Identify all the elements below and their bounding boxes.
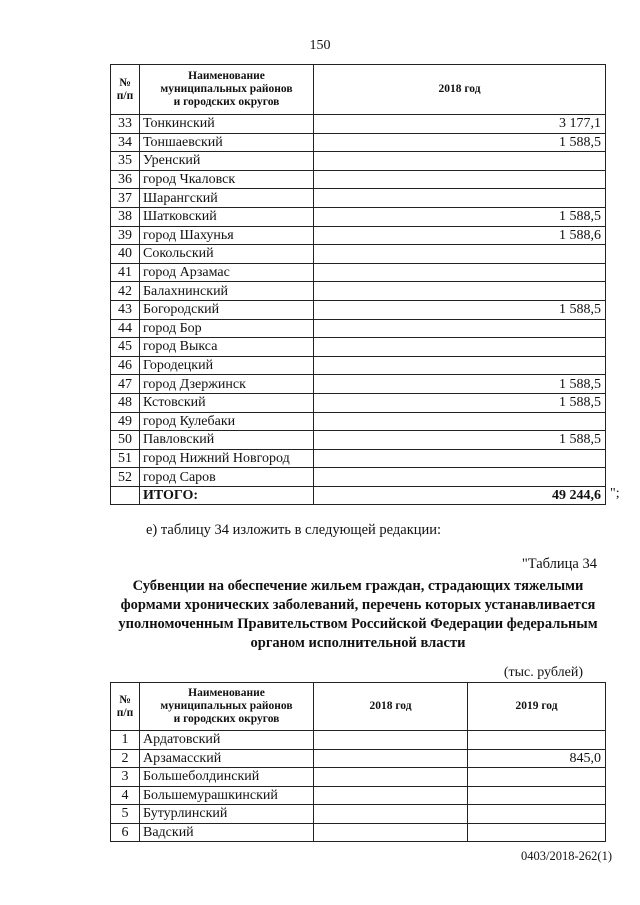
municipality-name: Городецкий [140, 356, 314, 375]
municipality-name: город Шахунья [140, 226, 314, 245]
table-row [111, 412, 606, 431]
municipality-name: город Нижний Новгород [140, 449, 314, 468]
table-row [111, 356, 606, 375]
municipality-name: город Чкаловск [140, 170, 314, 189]
header-year-2018: 2018 год [314, 683, 468, 731]
row-number: 43 [111, 300, 140, 319]
total-row [111, 486, 606, 505]
row-number: 41 [111, 263, 140, 282]
municipality-name: Большеболдинский [140, 768, 314, 787]
municipality-name: Балахнинский [140, 282, 314, 301]
municipality-name: Уренский [140, 152, 314, 171]
value-2018: 1 588,5 [314, 375, 606, 394]
closing-quote-mark: "; [610, 486, 620, 501]
total-value: 49 244,6 [314, 486, 606, 505]
page-number: 150 [309, 38, 331, 53]
row-number: 6 [111, 823, 140, 842]
row-number: 35 [111, 152, 140, 171]
municipality-name: город Бор [140, 319, 314, 338]
table-row [111, 152, 606, 171]
table-row [111, 338, 606, 357]
row-number: 52 [111, 468, 140, 487]
table-body [111, 115, 606, 505]
table-row [111, 282, 606, 301]
municipality-name: Ардатовский [140, 731, 314, 750]
row-number: 46 [111, 356, 140, 375]
value-2018 [314, 468, 606, 487]
row-number: 39 [111, 226, 140, 245]
value-2018 [314, 152, 606, 171]
table-row [111, 805, 606, 824]
header-name: Наименование муниципальных районов и городских округов [140, 65, 314, 115]
table-caption: "Таблица 34 [521, 556, 597, 572]
municipality-name: Павловский [140, 431, 314, 450]
table-header-row [111, 65, 606, 115]
total-label: ИТОГО: [140, 486, 314, 505]
municipality-name: город Выкса [140, 338, 314, 357]
value-2018: 1 588,5 [314, 133, 606, 152]
value-2019 [468, 786, 606, 805]
value-2018 [314, 805, 468, 824]
table-row [111, 319, 606, 338]
row-number: 48 [111, 393, 140, 412]
row-number: 37 [111, 189, 140, 208]
table-row [111, 170, 606, 189]
table-row [111, 189, 606, 208]
value-2018: 1 588,5 [314, 393, 606, 412]
value-2018 [314, 786, 468, 805]
municipality-name: Тонкинский [140, 115, 314, 134]
table-row [111, 823, 606, 842]
total-empty-cell [111, 486, 140, 505]
value-2018 [314, 170, 606, 189]
municipality-name: город Кулебаки [140, 412, 314, 431]
value-2018 [314, 823, 468, 842]
municipality-name: Шатковский [140, 207, 314, 226]
value-2019 [468, 768, 606, 787]
value-2018 [314, 338, 606, 357]
table-row [111, 768, 606, 787]
row-number: 45 [111, 338, 140, 357]
row-number: 40 [111, 245, 140, 264]
header-year-2018: 2018 год [314, 65, 606, 115]
header-num: № п/п [111, 683, 140, 731]
table-row [111, 786, 606, 805]
row-number: 44 [111, 319, 140, 338]
municipality-name: город Саров [140, 468, 314, 487]
table-row [111, 115, 606, 134]
value-2018: 1 588,5 [314, 300, 606, 319]
value-2019 [468, 805, 606, 824]
header-year-2019: 2019 год [468, 683, 606, 731]
value-2018: 1 588,5 [314, 431, 606, 450]
header-name: Наименование муниципальных районов и городских округов [140, 683, 314, 731]
value-2018 [314, 412, 606, 431]
row-number: 47 [111, 375, 140, 394]
table-row [111, 749, 606, 768]
municipality-name: Шарангский [140, 189, 314, 208]
value-2019 [468, 823, 606, 842]
municipality-name: Тоншаевский [140, 133, 314, 152]
row-number: 2 [111, 749, 140, 768]
table-row [111, 245, 606, 264]
municipality-name: Бутурлинский [140, 805, 314, 824]
value-2018 [314, 768, 468, 787]
table-row [111, 431, 606, 450]
municipality-name: Сокольский [140, 245, 314, 264]
value-2018: 1 588,6 [314, 226, 606, 245]
value-2018 [314, 319, 606, 338]
row-number: 38 [111, 207, 140, 226]
value-2018 [314, 245, 606, 264]
table-row [111, 226, 606, 245]
municipality-name: Кстовский [140, 393, 314, 412]
table-row [111, 207, 606, 226]
row-number: 51 [111, 449, 140, 468]
row-number: 33 [111, 115, 140, 134]
table-row [111, 731, 606, 750]
municipality-name: Большемурашкинский [140, 786, 314, 805]
value-2019: 845,0 [468, 749, 606, 768]
table-header-row [111, 683, 606, 731]
subsidy-table-34 [110, 682, 606, 842]
value-2018 [314, 749, 468, 768]
instruction-text: е) таблицу 34 изложить в следующей редакции: [146, 522, 442, 538]
units-label: (тыс. рублей) [503, 665, 583, 680]
table-row [111, 375, 606, 394]
row-number: 34 [111, 133, 140, 152]
municipality-name: Арзамасский [140, 749, 314, 768]
table-row [111, 393, 606, 412]
value-2018 [314, 449, 606, 468]
value-2018 [314, 731, 468, 750]
table-row [111, 449, 606, 468]
value-2018 [314, 189, 606, 208]
value-2018 [314, 263, 606, 282]
value-2019 [468, 731, 606, 750]
table-body [111, 731, 606, 842]
table-row [111, 263, 606, 282]
municipality-name: город Дзержинск [140, 375, 314, 394]
municipality-name: город Арзамас [140, 263, 314, 282]
table-row [111, 468, 606, 487]
row-number: 42 [111, 282, 140, 301]
table-row [111, 133, 606, 152]
header-num: № п/п [111, 65, 140, 115]
value-2018: 1 588,5 [314, 207, 606, 226]
row-number: 36 [111, 170, 140, 189]
document-code: 0403/2018-262(1) [521, 849, 612, 863]
table-title: Субвенции на обеспечение жильем граждан, страдающих тяжелыми формами хронических заболеваний, перечень которых устанавливается уполномоченным Правительством Российской Федерации федеральным органом исполнительной власти [118, 578, 598, 651]
value-2018 [314, 356, 606, 375]
row-number: 49 [111, 412, 140, 431]
municipality-name: Вадский [140, 823, 314, 842]
row-number: 4 [111, 786, 140, 805]
row-number: 5 [111, 805, 140, 824]
row-number: 3 [111, 768, 140, 787]
value-2018 [314, 282, 606, 301]
row-number: 1 [111, 731, 140, 750]
municipality-name: Богородский [140, 300, 314, 319]
row-number: 50 [111, 431, 140, 450]
table-row [111, 300, 606, 319]
value-2018: 3 177,1 [314, 115, 606, 134]
subsidy-table-2018 [110, 64, 606, 505]
